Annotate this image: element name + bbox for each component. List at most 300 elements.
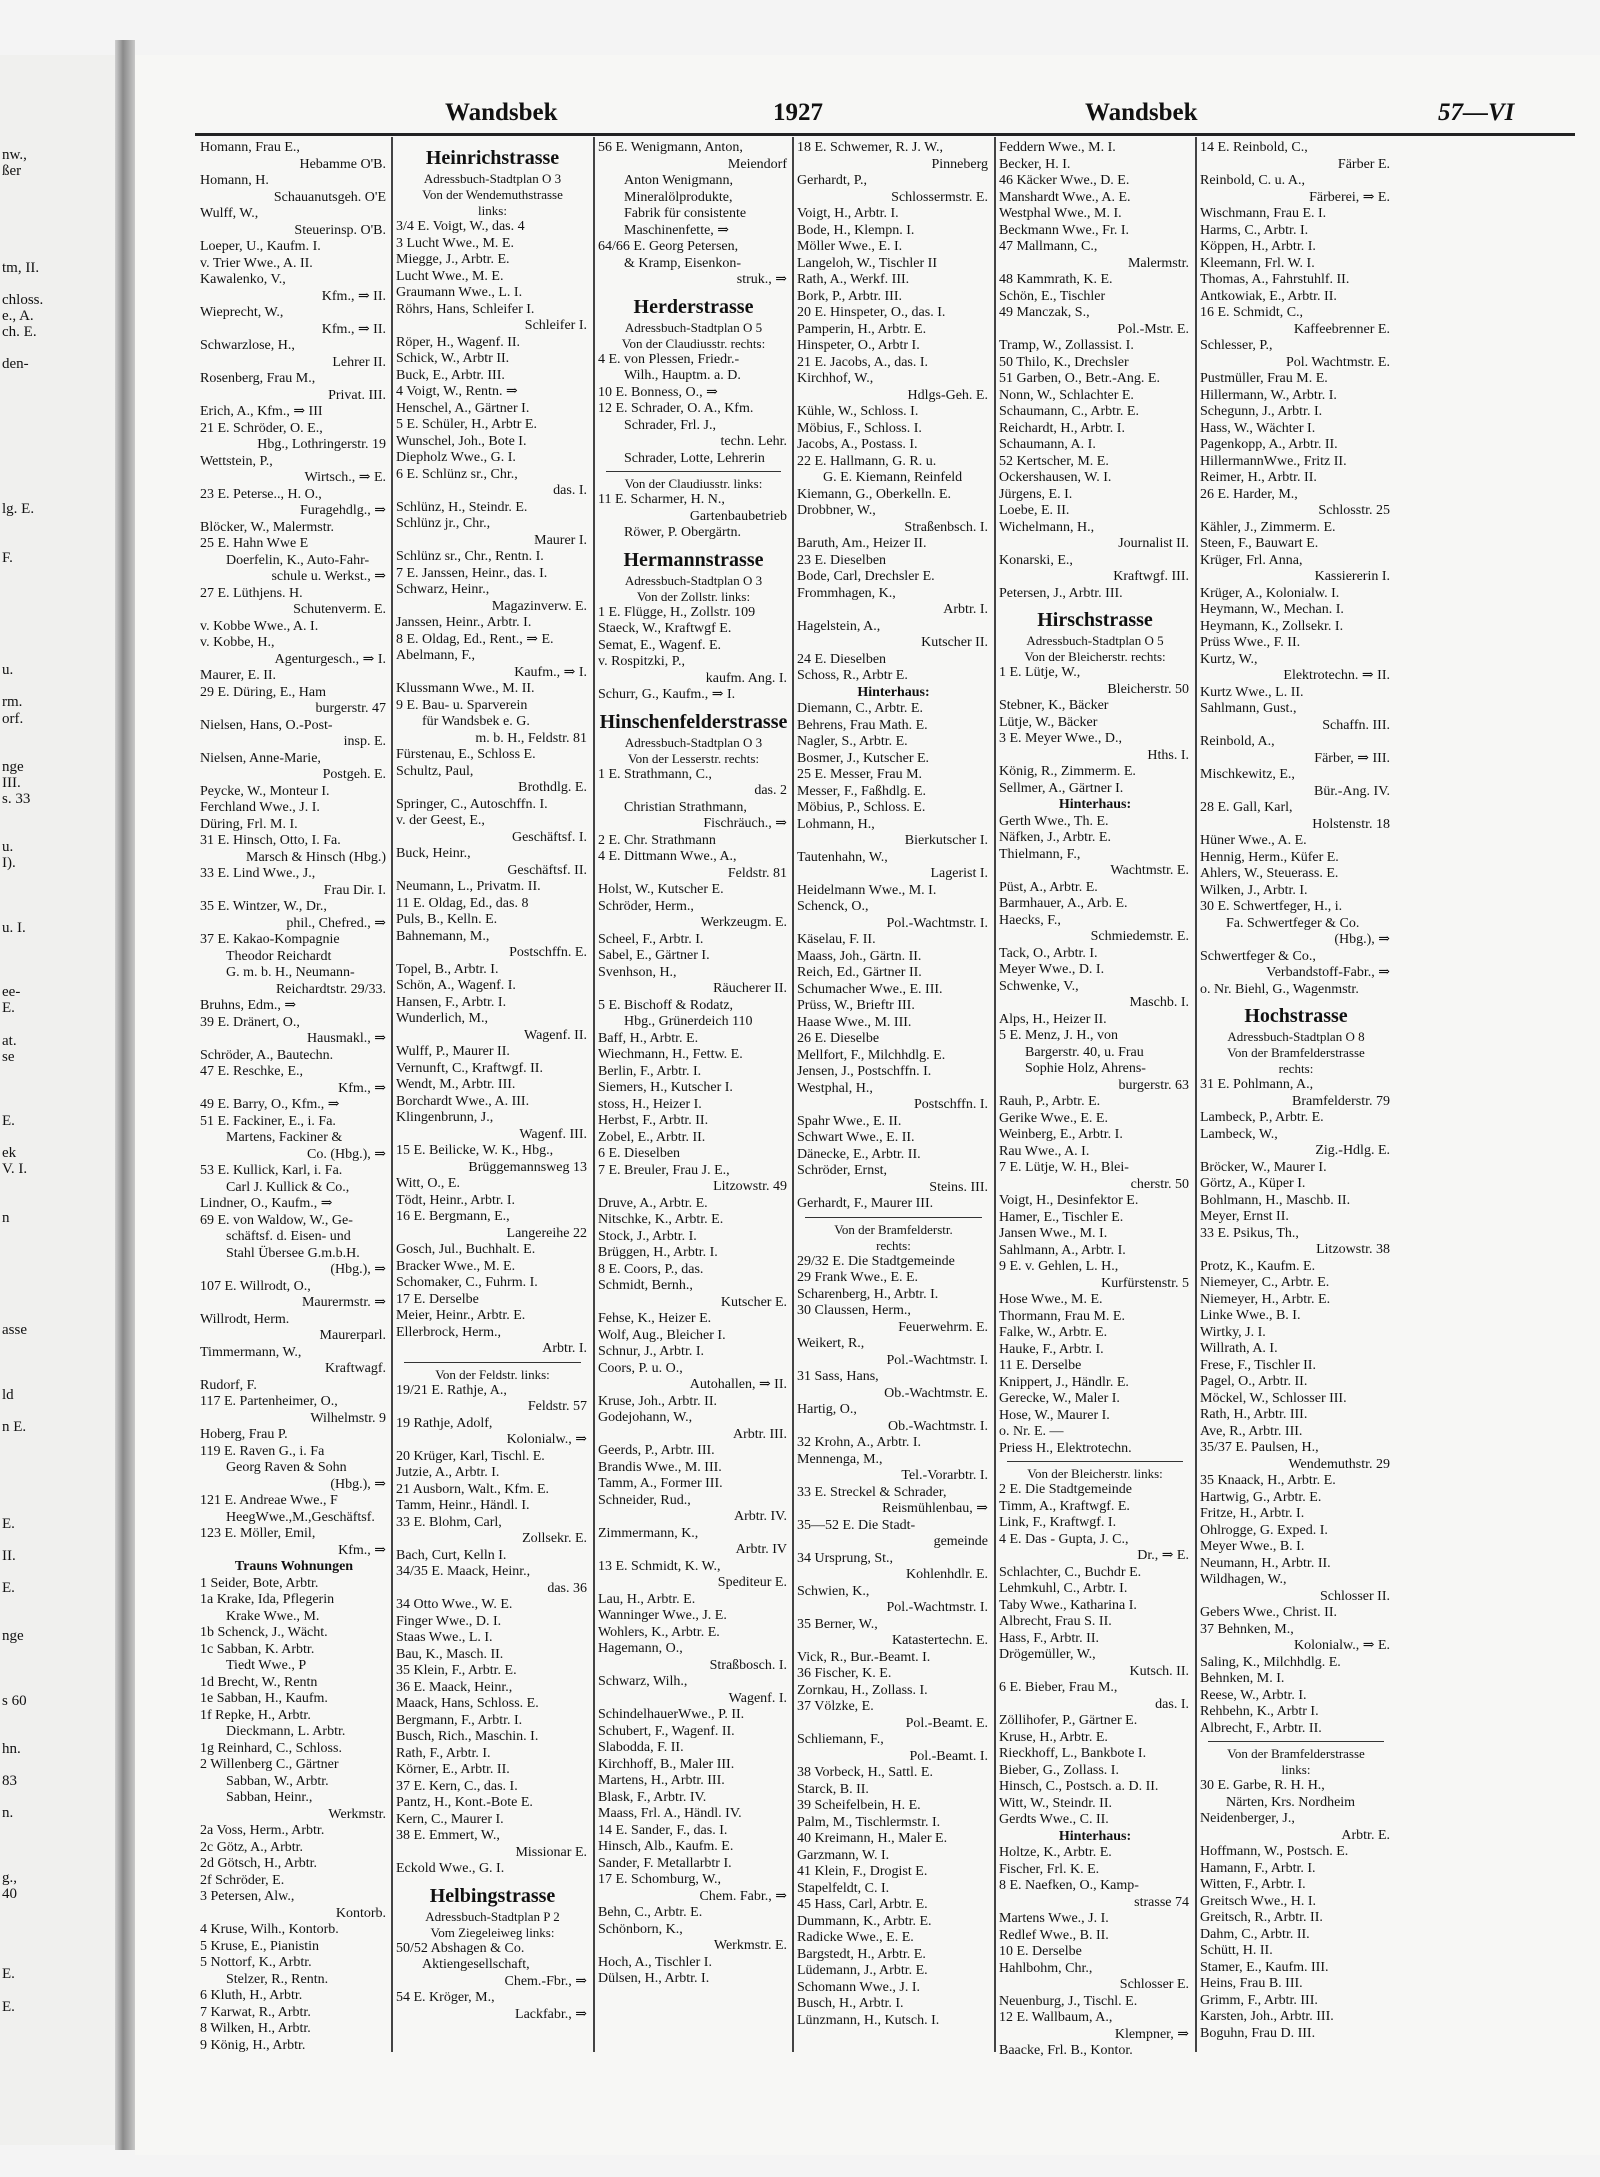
directory-entry: Kruse, H., Arbtr. E.: [999, 1729, 1108, 1745]
directory-entry: Köppen, H., Arbtr. I.: [1200, 239, 1316, 254]
directory-entry: Dummann, K., Arbtr. E.: [797, 1913, 932, 1929]
directory-entry: 12 E. Wallbaum, A.,: [999, 2010, 1113, 2025]
directory-entry: Hose, W., Maurer I.: [999, 1407, 1110, 1423]
directory-entry: Holtze, K., Arbtr. E.: [999, 1845, 1112, 1860]
directory-entry: Maschb. I.: [1129, 995, 1189, 1010]
directory-entry: Kfm., ⇒ II.: [321, 321, 386, 337]
directory-entry: Fürstenau, E., Schloss E.: [396, 747, 536, 762]
directory-entry: Heidelmann Wwe., M. I.: [797, 882, 937, 898]
left-fragment-line: u. I.: [2, 919, 26, 936]
directory-entry: Hass, W., Wächter I.: [1200, 420, 1316, 436]
directory-entry: Hbg., Lothringerstr. 19: [257, 437, 386, 452]
directory-entry: Schaumann, C., Arbtr. E.: [999, 404, 1139, 419]
directory-entry: 1c Sabban, K. Arbtr.: [200, 1641, 315, 1657]
directory-entry: 31 E. Hinsch, Otto, I. Fa.: [200, 833, 341, 848]
directory-entry: Schröder, Ernst,: [797, 1163, 888, 1178]
directory-entry: Schubert, F., Wagenf. II.: [598, 1723, 735, 1739]
directory-entry: Wieprecht, W.,: [200, 305, 284, 320]
directory-entry: Wildhagen, W.,: [1200, 1572, 1287, 1587]
directory-entry: 37 E. Kern, C., das. I.: [396, 1778, 518, 1794]
directory-entry: 41 Klein, F., Drogist E.: [797, 1864, 928, 1879]
directory-entry: insp. E.: [343, 734, 386, 749]
directory-entry: Redlef Wwe., B. II.: [999, 1927, 1109, 1943]
directory-entry: Wirtky, J. I.: [1200, 1324, 1266, 1340]
column-divider: [593, 137, 595, 2052]
left-fragment-line: orf.: [2, 710, 24, 727]
directory-entry: Thielmann, F.,: [999, 846, 1081, 862]
directory-entry: Bargerstr. 40, u. Frau: [1025, 1044, 1144, 1060]
directory-entry: Schwertfeger & Co.,: [1200, 948, 1316, 964]
section-heading: Hinterhaus:: [857, 684, 930, 700]
directory-entry: Dahm, C., Arbtr. II.: [1200, 1926, 1310, 1942]
directory-entry: Bracker Wwe., M. E.: [396, 1258, 516, 1274]
directory-entry: Brüggen, H., Arbtr. I.: [598, 1245, 718, 1260]
directory-entry: 11 E. Derselbe: [999, 1358, 1082, 1373]
directory-entry: Behn, C., Arbtr. E.: [598, 1905, 703, 1920]
directory-entry: Närten, Krs. Nordheim: [1226, 1794, 1356, 1810]
directory-entry: 23 E. Dieselben: [797, 552, 887, 568]
street-heading: Hinschenfelderstrasse: [599, 710, 788, 733]
directory-entry: Sellmer, A., Gärtner I.: [999, 780, 1124, 796]
directory-entry: Wunschel, Joh., Bote I.: [396, 433, 527, 449]
directory-entry: Schmidt, Bernh.,: [598, 1278, 693, 1293]
directory-entry: Schick, W., Arbtr II.: [396, 351, 510, 366]
directory-entry: 46 Käcker Wwe., D. E.: [999, 173, 1130, 188]
directory-entry: Wendemuthstr. 29: [1288, 1456, 1390, 1472]
directory-entry: Schneider, Rud.,: [598, 1492, 691, 1508]
directory-entry: Straßbosch. I.: [709, 1657, 787, 1673]
directory-entry: Körner, E., Arbtr. II.: [396, 1762, 510, 1777]
directory-entry: 18 E. Schwemer, R. J. W.,: [797, 140, 944, 155]
header-right-title: Wandsbek: [1085, 99, 1198, 126]
directory-entry: 30 Claussen, Herm.,: [797, 1303, 911, 1318]
street-subheading: Von der Claudiusstr. rechts:: [621, 335, 766, 351]
directory-entry: Vick, R., Bur.-Beamt. I.: [797, 1649, 931, 1665]
directory-entry: Busch, H., Arbtr. I.: [797, 1996, 904, 2011]
directory-entry: & Kramp, Eisenkon-: [624, 255, 742, 271]
directory-entry: Finger Wwe., D. I.: [396, 1613, 502, 1629]
directory-entry: Puls, B., Kelln. E.: [396, 912, 498, 927]
directory-entry: 35 E. Wintzer, W., Dr.,: [200, 899, 327, 914]
directory-entry: Bieber, G., Zollass. I.: [999, 1762, 1119, 1778]
directory-entry: Ob.-Wachtmstr. I.: [888, 1418, 988, 1434]
directory-entry: Lagerist I.: [930, 866, 988, 881]
directory-entry: Rath, H., Arbtr. III.: [1200, 1407, 1308, 1422]
directory-entry: Kolonialw., ⇒: [506, 1432, 587, 1447]
directory-entry: 3/4 E. Voigt, W., das. 4: [396, 219, 525, 234]
directory-entry: Heymann, K., Zollsekr. I.: [1200, 618, 1344, 634]
directory-entry: Schlosser E.: [1119, 1977, 1189, 1992]
directory-entry: 56 E. Wenigmann, Anton,: [598, 140, 743, 155]
directory-entry: Meyer Wwe., B. I.: [1200, 1539, 1305, 1554]
directory-entry: Hoch, A., Tischler I.: [598, 1954, 712, 1970]
left-fragment-line: 40: [2, 1885, 17, 1902]
directory-entry: 6 E. Bieber, Frau M.,: [999, 1680, 1118, 1695]
directory-entry: strasse 74: [1134, 1894, 1189, 1910]
left-fragment-line: E.: [2, 1579, 15, 1596]
directory-entry: Behrens, Frau Math. E.: [797, 717, 928, 733]
left-fragment-line: E.: [2, 1998, 15, 2015]
directory-entry: 5 E. Schüler, H., Arbtr E.: [396, 417, 537, 432]
directory-entry: Werkzeugm. E.: [700, 915, 787, 930]
directory-entry: das. I.: [553, 483, 587, 498]
directory-entry: 19/21 E. Rathje, A.,: [396, 1382, 507, 1398]
directory-entry: Steen, F., Bauwart E.: [1200, 536, 1319, 551]
directory-entry: 1a Krake, Ida, Pflegerin: [200, 1592, 335, 1607]
directory-entry: Henschel, A., Gärtner I.: [396, 400, 530, 416]
directory-entry: 15 E. Beilicke, W. K., Hbg.,: [396, 1143, 554, 1158]
directory-entry: Kurfürstenstr. 5: [1101, 1275, 1189, 1291]
directory-entry: Karsten, Joh., Arbtr. III.: [1200, 2009, 1334, 2024]
directory-column-4: [797, 140, 990, 2050]
directory-entry: 1 Seider, Bote, Arbtr.: [200, 1575, 319, 1591]
directory-entry: v. Kobbe, H.,: [200, 635, 275, 650]
directory-entry: Privat. III.: [328, 387, 386, 403]
directory-entry: Buck, E., Arbtr. III.: [396, 367, 505, 383]
directory-entry: für Wandsbek e. G.: [422, 714, 530, 729]
directory-entry: 45 Hass, Carl, Arbtr. E.: [797, 1897, 928, 1912]
directory-entry: Drobbner, W.,: [797, 503, 876, 518]
directory-entry: Scharenberg, H., Arbtr. I.: [797, 1286, 939, 1302]
directory-entry: Käselau, F. II.: [797, 932, 876, 947]
street-subheading: Vom Ziegeleiweg links:: [430, 1924, 555, 1940]
directory-entry: Schröder, A., Bautechn.: [200, 1047, 334, 1063]
street-subheading: Von der Wendemuthstrasse: [422, 187, 563, 202]
directory-entry: Wirtsch., ⇒ E.: [304, 470, 386, 485]
directory-entry: Radicke Wwe., E. E.: [797, 1930, 914, 1945]
directory-entry: Krake Wwe., M.: [226, 1608, 320, 1624]
directory-entry: Lütje, W., Bäcker: [999, 714, 1098, 730]
directory-entry: Witt, W., Steindr. II.: [999, 1795, 1112, 1811]
directory-entry: 51 Garben, O., Betr.-Ang. E.: [999, 371, 1160, 386]
directory-entry: Zornkau, H., Zollass. I.: [797, 1682, 928, 1698]
directory-entry: Schwarzlose, H.,: [200, 338, 295, 353]
street-subheading: Von der Feldstr. links:: [435, 1366, 550, 1382]
directory-entry: Svenhson, H.,: [598, 964, 677, 980]
directory-entry: Anton Wenigmann,: [624, 173, 734, 188]
directory-entry: Pol. Wachtmstr. E.: [1285, 354, 1390, 370]
street-subheading: Adressbuch-Stadtplan O 8: [1227, 1029, 1365, 1044]
directory-entry: Springer, C., Autoschffn. I.: [396, 796, 548, 812]
directory-entry: 2c Götz, A., Arbtr.: [200, 1839, 304, 1855]
directory-entry: 14 E. Reinbold, C.,: [1200, 140, 1308, 155]
directory-entry: Zollsekr. E.: [522, 1531, 587, 1546]
directory-entry: Gosch, Jul., Buchhalt. E.: [396, 1242, 536, 1257]
directory-entry: Schumacher Wwe., E. III.: [797, 981, 943, 997]
directory-entry: 3 Lucht Wwe., M. E.: [396, 235, 514, 251]
directory-entry: Rath, A., Werkf. III.: [797, 272, 910, 287]
directory-entry: schule u. Werkst., ⇒: [271, 569, 386, 584]
directory-entry: Zimmermann, K.,: [598, 1525, 699, 1541]
directory-entry: Neumann, H., Arbtr. II.: [1200, 1555, 1331, 1571]
directory-entry: Tramp, W., Zollassist. I.: [999, 338, 1134, 353]
directory-entry: Tödt, Heinr., Arbtr. I.: [396, 1192, 515, 1208]
directory-entry: Zig.-Hdlg. E.: [1315, 1143, 1390, 1158]
directory-entry: v. Trier Wwe., A. II.: [200, 255, 313, 271]
directory-entry: Protz, K., Kaufm. E.: [1200, 1258, 1316, 1274]
directory-entry: Wulff, P., Maurer II.: [396, 1044, 510, 1059]
directory-entry: Schön, E., Tischler: [999, 288, 1106, 304]
directory-entry: Brothdlg. E.: [518, 780, 587, 795]
directory-entry: Schwien, K.,: [797, 1583, 870, 1599]
directory-entry: Gerhardt, P.,: [797, 173, 867, 188]
directory-entry: 49 Manczak, S.,: [999, 305, 1090, 320]
directory-entry: Loebe, E. II.: [999, 503, 1070, 518]
directory-entry: Beckmann Wwe., Fr. I.: [999, 222, 1129, 238]
directory-entry: 31 E. Pohlmann, A.,: [1200, 1077, 1314, 1092]
directory-entry: Maurerparl.: [319, 1328, 386, 1343]
directory-entry: 47 Mallmann, C.,: [999, 239, 1098, 254]
directory-entry: Scheel, F., Arbtr. I.: [598, 931, 704, 947]
directory-entry: Arbtr. IV.: [733, 1509, 787, 1524]
street-heading: Herderstrasse: [633, 295, 754, 318]
directory-entry: Stapelfeldt, C. I.: [797, 1880, 890, 1896]
directory-entry: 4 E. von Plessen, Friedr.-: [598, 351, 740, 367]
directory-entry: Hahlbohm, Chr.,: [999, 1960, 1093, 1976]
directory-entry: 11 E. Scharmer, H. N.,: [598, 492, 725, 507]
directory-entry: 121 E. Andreae Wwe., F: [200, 1493, 338, 1508]
directory-entry: Borchardt Wwe., A. III.: [396, 1093, 530, 1109]
directory-entry: Schröder, Herm.,: [598, 898, 694, 914]
left-fragment-line: 83: [2, 1773, 17, 1790]
directory-entry: Hauke, F., Arbtr. I.: [999, 1341, 1104, 1357]
directory-entry: 21 Ausborn, Walt., Kfm. E.: [396, 1481, 549, 1497]
directory-entry: Ockershausen, W. I.: [999, 470, 1112, 485]
directory-entry: König, R., Zimmerm. E.: [999, 764, 1136, 779]
left-fragment-line: nge: [2, 1628, 24, 1645]
directory-entry: Martens, H., Arbtr. III.: [598, 1773, 725, 1788]
directory-entry: Georg Raven & Sohn: [226, 1460, 347, 1475]
directory-entry: Schwenke, V.,: [999, 978, 1079, 994]
directory-entry: 11 E. Oldag, Ed., das. 8: [396, 895, 529, 911]
directory-entry: Schlosser II.: [1320, 1588, 1390, 1604]
directory-entry: Tiedt Wwe., P: [226, 1658, 307, 1673]
street-heading: Hermannstrasse: [623, 548, 764, 571]
directory-entry: 33 E. Lind Wwe., J.,: [200, 866, 316, 881]
directory-entry: Sabel, E., Gärtner I.: [598, 948, 710, 963]
street-subheading: rechts:: [1278, 1061, 1314, 1076]
street-heading: Heinrichstrasse: [425, 147, 560, 169]
directory-entry: Feldstr. 57: [527, 1399, 587, 1414]
directory-entry: 29 Frank Wwe., E. E.: [797, 1270, 919, 1285]
left-fragment-line: E.: [2, 1113, 15, 1129]
directory-entry: Holstenstr. 18: [1312, 816, 1390, 832]
directory-entry: Frese, F., Tischler II.: [1200, 1357, 1316, 1373]
directory-entry: Schurr, G., Kaufm., ⇒ I.: [598, 687, 736, 702]
directory-entry: Sahlmann, Gust.,: [1200, 701, 1297, 716]
directory-entry: Witt, O., E.: [396, 1176, 460, 1191]
directory-entry: Geschäftsf. I.: [511, 829, 587, 845]
directory-entry: 64/66 E. Georg Petersen,: [598, 239, 739, 254]
directory-entry: Kaufm., ⇒ I.: [514, 664, 587, 680]
directory-entry: Frau Dir. I.: [323, 882, 386, 898]
directory-entry: Arbtr. III.: [732, 1426, 787, 1442]
directory-entry: Abelmann, F.,: [396, 648, 475, 663]
directory-entry: Hansen, F., Arbtr. I.: [396, 994, 507, 1010]
directory-entry: Jacobs, A., Postass. I.: [797, 437, 918, 452]
left-fragment-line: III.: [2, 774, 21, 791]
directory-entry: Reimer, H., Arbtr. II.: [1200, 470, 1317, 485]
directory-entry: 53 E. Kullick, Karl, i. Fa.: [200, 1163, 343, 1178]
directory-entry: Westphal Wwe., M. I.: [999, 206, 1122, 221]
directory-entry: 37 Völzke, E.: [797, 1699, 874, 1714]
directory-entry: 21 E. Schröder, O. E.,: [200, 420, 323, 436]
book-gutter: [115, 40, 135, 2150]
directory-entry: Wanninger Wwe., J. E.: [598, 1608, 727, 1623]
directory-entry: Wunderlich, M.,: [396, 1011, 488, 1026]
directory-entry: Baruth, Am., Heizer II.: [797, 536, 927, 551]
directory-entry: Fischräuch., ⇒: [703, 816, 787, 831]
directory-entry: Ahlers, W., Steuerass. E.: [1200, 866, 1339, 881]
left-fragment-line: n.: [2, 1805, 14, 1822]
directory-entry: Hausmakl., ⇒: [307, 1031, 386, 1046]
directory-entry: 29/32 E. Die Stadtgemeinde: [797, 1253, 955, 1269]
directory-entry: 6 Kluth, H., Arbtr.: [200, 1988, 303, 2003]
directory-entry: Stock, J., Arbtr. I.: [598, 1228, 697, 1244]
directory-entry: Sahlmann, A., Arbtr. I.: [999, 1242, 1126, 1258]
left-fragment-line: den-: [2, 356, 29, 373]
directory-entry: Wilken, J., Arbtr. I.: [1200, 882, 1308, 898]
street-subheading: Von der Bramfelderstrasse: [1227, 1746, 1365, 1761]
directory-entry: Agenturgesch., ⇒ I.: [274, 651, 386, 667]
directory-entry: 2 Willenberg C., Gärtner: [200, 1757, 339, 1772]
directory-entry: Meier, Heinr., Arbtr. E.: [396, 1308, 526, 1323]
directory-entry: Färberei, ⇒ E.: [1309, 189, 1390, 205]
directory-entry: Blask, F., Arbtr. IV.: [598, 1789, 707, 1805]
directory-entry: 1e Sabban, H., Kaufm.: [200, 1691, 328, 1706]
directory-entry: Lucht Wwe., M. E.: [396, 268, 504, 284]
directory-entry: Kfm., ⇒ II.: [321, 288, 386, 304]
directory-entry: Lambeck, W.,: [1200, 1126, 1278, 1142]
directory-entry: 4 E. Dittmann Wwe., A.,: [598, 849, 737, 864]
directory-entry: Krüger, A., Kolonialw. I.: [1200, 585, 1340, 601]
directory-entry: Schlosstr. 25: [1318, 503, 1390, 518]
directory-entry: 6 E. Schlünz sr., Chr.,: [396, 466, 518, 482]
left-fragment-line: E.: [2, 1515, 15, 1532]
directory-entry: Röwer, P. Obergärtn.: [624, 525, 741, 540]
left-fragment-line: F.: [2, 549, 13, 566]
directory-entry: Hartig, O.,: [797, 1402, 857, 1417]
directory-entry: Westphal, H.,: [797, 1080, 873, 1096]
left-fragment-line: ch. E.: [2, 324, 37, 341]
directory-entry: Arbtr. I.: [542, 1341, 587, 1356]
directory-entry: Maass, Joh., Gärtn. II.: [797, 948, 922, 964]
directory-entry: Hamann, F., Arbtr. I.: [1200, 1860, 1316, 1876]
directory-entry: Blöcker, W., Malermstr.: [200, 519, 334, 535]
directory-entry: 2 E. Chr. Strathmann: [598, 832, 716, 848]
directory-entry: 26 E. Harder, M.,: [1200, 486, 1298, 502]
directory-entry: Stelzer, R., Rentn.: [226, 1971, 329, 1987]
left-fragment-line: g.,: [2, 1869, 17, 1886]
directory-entry: Schön, A., Wagenf. I.: [396, 978, 516, 993]
directory-entry: 33 E. Streckel & Schrader,: [797, 1484, 947, 1500]
directory-entry: Niemeyer, C., Arbtr. E.: [1200, 1275, 1330, 1290]
directory-entry: Stebner, K., Bäcker: [999, 698, 1109, 713]
directory-entry: 48 Kammrath, K. E.: [999, 272, 1113, 287]
directory-entry: Geschäftsf. II.: [507, 862, 587, 878]
directory-entry: Schaumann, A. I.: [999, 437, 1096, 452]
left-fragment-line: hn.: [2, 1740, 21, 1757]
left-fragment-line: nge: [2, 758, 24, 775]
directory-entry: Slabodda, F. II.: [598, 1740, 684, 1755]
directory-entry: 5 E. Menz, J. H., von: [999, 1028, 1118, 1043]
directory-entry: Fritze, H., Arbtr. I.: [1200, 1506, 1305, 1521]
directory-entry: Kfm., ⇒: [338, 1080, 386, 1096]
column-divider: [391, 137, 393, 2052]
directory-entry: Frommhagen, K.,: [797, 585, 896, 601]
directory-entry: Greitsch Wwe., H. I.: [1200, 1893, 1316, 1909]
directory-entry: Co. (Hbg.), ⇒: [306, 1146, 386, 1162]
directory-entry: 39 E. Dränert, O.,: [200, 1014, 300, 1030]
directory-entry: Grimm, F., Arbtr. III.: [1200, 1992, 1318, 2008]
directory-entry: Gebers Wwe., Christ. II.: [1200, 1605, 1337, 1620]
directory-entry: Staas Wwe., L. I.: [396, 1630, 493, 1645]
directory-entry: Pustmüller, Frau M. E.: [1200, 371, 1328, 386]
directory-entry: Dr., ⇒ E.: [1137, 1548, 1189, 1563]
directory-entry: Eckold Wwe., G. I.: [396, 1861, 505, 1876]
directory-entry: Geerds, P., Arbtr. III.: [598, 1443, 715, 1458]
section-divider: [805, 1217, 982, 1218]
directory-entry: Lüdemann, J., Arbtr. E.: [797, 1963, 928, 1978]
directory-entry: Voigt, H., Arbtr. I.: [797, 206, 899, 221]
directory-entry: 8 E. Naefken, O., Kamp-: [999, 1878, 1139, 1893]
directory-entry: Heins, Frau B. III.: [1200, 1976, 1303, 1991]
directory-entry: Wiechmann, H., Fettw. E.: [598, 1047, 743, 1062]
directory-entry: Rath, F., Arbtr. I.: [396, 1745, 491, 1761]
directory-entry: Reich, Ed., Gärtner II.: [797, 965, 922, 980]
column-divider: [1195, 137, 1197, 2052]
directory-entry: Möbius, P., Schloss. E.: [797, 800, 926, 815]
directory-entry: Tamm, A., Former III.: [598, 1476, 723, 1491]
directory-entry: Maschinenfette, ⇒: [624, 222, 730, 238]
directory-entry: 36 Fischer, K. E.: [797, 1666, 892, 1681]
directory-entry: Kraftwgf. III.: [1113, 569, 1189, 584]
directory-entry: 1 E. Strathmann, C.,: [598, 766, 712, 782]
directory-entry: Bierkutscher I.: [904, 833, 988, 848]
directory-column-5: [999, 140, 1191, 2058]
directory-entry: Reichardt, H., Arbtr. I.: [999, 420, 1125, 436]
directory-entry: 117 E. Partenheimer, O.,: [200, 1394, 338, 1409]
directory-column-2: [396, 140, 589, 2050]
section-divider: [606, 471, 781, 472]
directory-entry: Maack, Hans, Schloss. E.: [396, 1696, 539, 1711]
directory-entry: Ob.-Wachtmstr. E.: [884, 1385, 988, 1401]
directory-entry: m. b. H., Feldstr. 81: [475, 730, 587, 746]
directory-entry: 1f Repke, H., Arbtr.: [200, 1707, 311, 1723]
directory-entry: Näfken, J., Arbtr. E.: [999, 830, 1111, 845]
directory-entry: Kontorb.: [335, 1905, 386, 1921]
directory-entry: o. Nr. E. —: [999, 1424, 1064, 1439]
directory-entry: Kurtz Wwe., L. II.: [1200, 684, 1304, 700]
directory-entry: 33 E. Psikus, Th.,: [1200, 1225, 1299, 1241]
directory-entry: Schutenverm. E.: [293, 602, 386, 617]
directory-entry: Bür.-Ang. IV.: [1314, 783, 1390, 799]
directory-entry: Carl J. Kullick & Co.,: [226, 1179, 350, 1195]
directory-entry: Alps, H., Heizer II.: [999, 1011, 1107, 1027]
directory-entry: 17 E. Schomburg, W.,: [598, 1872, 722, 1887]
directory-entry: 3 E. Meyer Wwe., D.,: [999, 731, 1122, 746]
directory-entry: Kern, C., Maurer I.: [396, 1811, 504, 1827]
directory-entry: Kähler, J., Zimmerm. E.: [1200, 519, 1336, 535]
directory-entry: das. I.: [1155, 1696, 1189, 1712]
directory-entry: Bosmer, J., Kutscher E.: [797, 750, 930, 766]
directory-entry: Möckel, W., Schlosser III.: [1200, 1390, 1347, 1406]
directory-entry: 31 Sass, Hans,: [797, 1369, 879, 1384]
directory-entry: Meiendorf: [727, 156, 787, 172]
street-subheading: Von der Lesserstr. rechts:: [627, 750, 760, 766]
street-subheading: links:: [1281, 1762, 1311, 1777]
directory-entry: Jutzie, A., Arbtr. I.: [396, 1465, 500, 1480]
